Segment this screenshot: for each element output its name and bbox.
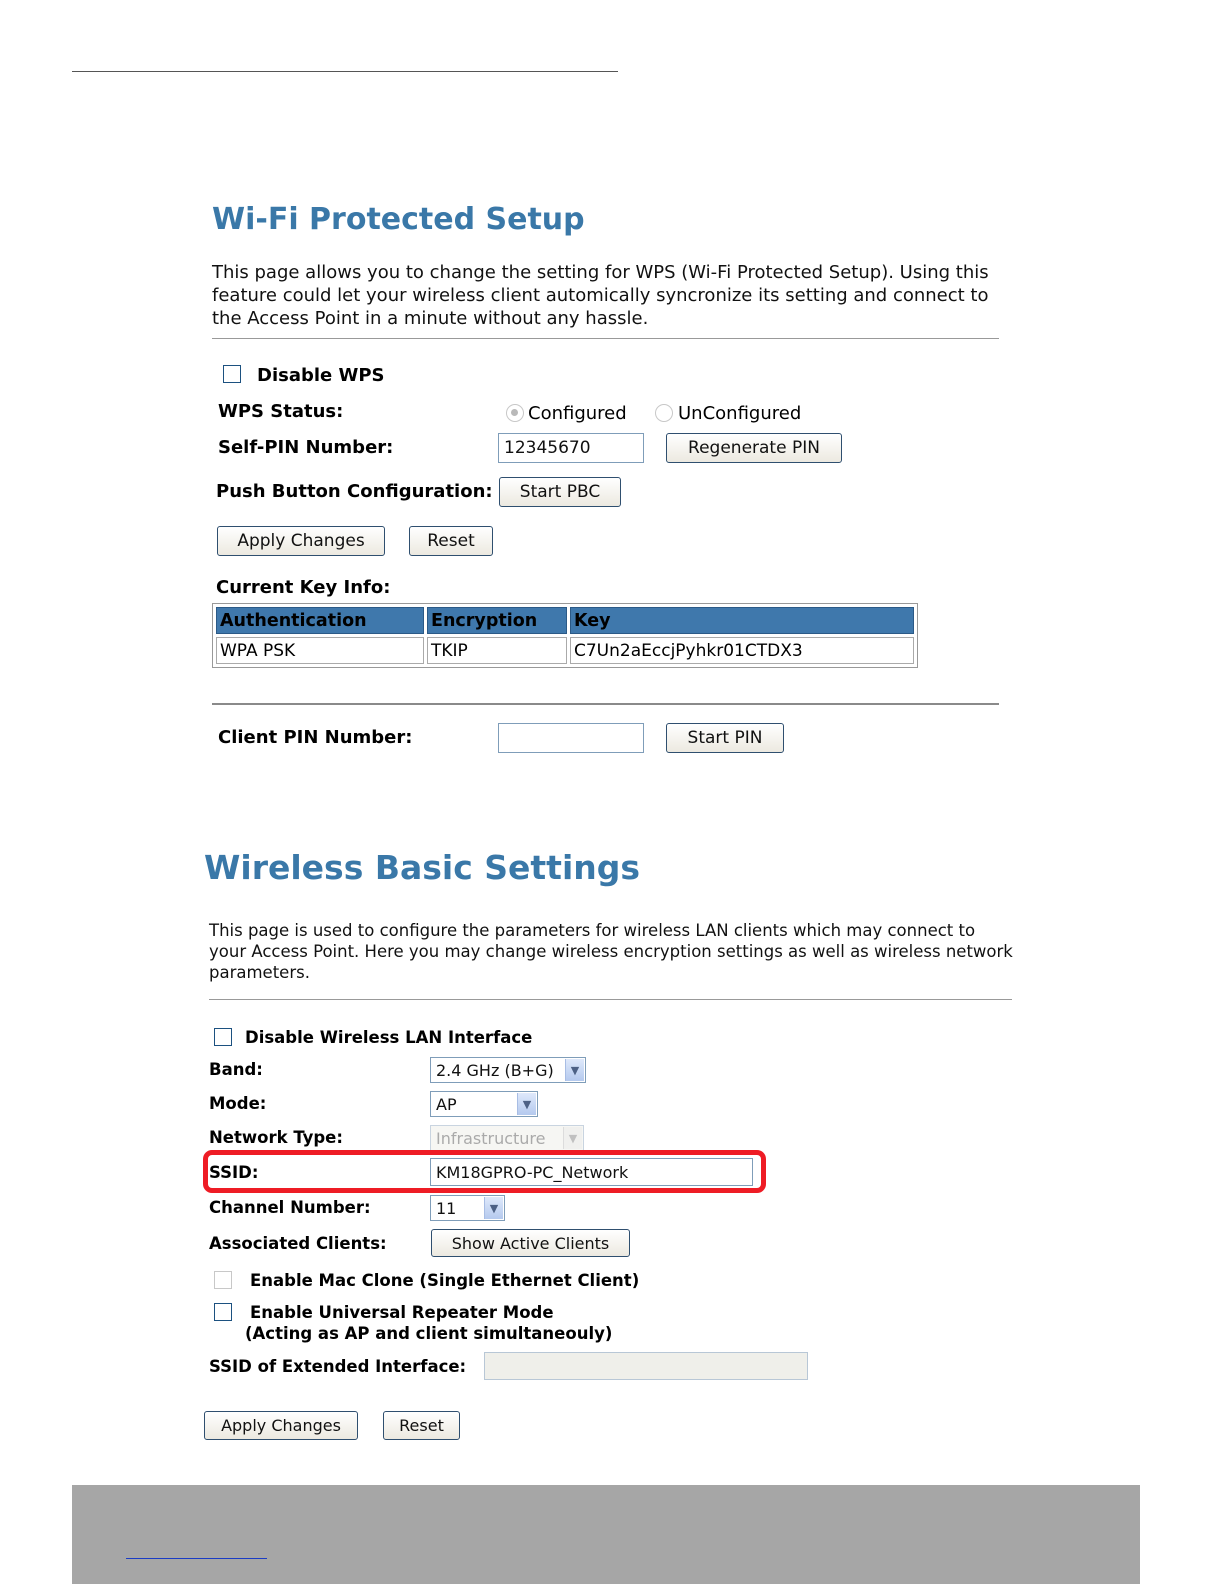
- start-pin-button[interactable]: Start PIN: [666, 723, 784, 753]
- start-pbc-button[interactable]: Start PBC: [499, 477, 621, 507]
- table-header-authentication: Authentication: [216, 607, 424, 634]
- channel-number-label: Channel Number:: [209, 1198, 371, 1217]
- footer-band: [72, 1485, 1140, 1584]
- band-select-value: 2.4 GHz (B+G): [436, 1060, 554, 1080]
- chevron-down-icon[interactable]: ▼: [565, 1059, 584, 1081]
- band-select[interactable]: [430, 1057, 586, 1083]
- wireless-page-title: Wireless Basic Settings: [204, 848, 641, 887]
- table-row: [216, 637, 914, 664]
- ssid-label: SSID:: [209, 1163, 259, 1182]
- current-key-info-label: Current Key Info:: [216, 577, 391, 598]
- universal-repeater-label: Enable Universal Repeater Mode: [250, 1303, 554, 1322]
- network-type-label: Network Type:: [209, 1128, 343, 1147]
- chevron-down-icon[interactable]: ▼: [517, 1093, 536, 1115]
- table-header-encryption: Encryption: [427, 607, 567, 634]
- band-label: Band:: [209, 1060, 263, 1079]
- key-info-table: [212, 603, 918, 668]
- channel-select[interactable]: [430, 1195, 505, 1221]
- self-pin-label: Self-PIN Number:: [218, 437, 394, 458]
- wps-status-configured-radio[interactable]: [506, 404, 524, 422]
- mode-select[interactable]: [430, 1091, 538, 1117]
- ssid-field[interactable]: KM18GPRO-PC_Network: [430, 1158, 753, 1186]
- wireless-divider: [209, 999, 1012, 1000]
- wps-status-label: WPS Status:: [218, 401, 344, 422]
- mode-label: Mode:: [209, 1094, 267, 1113]
- network-type-select: [430, 1125, 584, 1151]
- regenerate-pin-button[interactable]: Regenerate PIN: [666, 433, 842, 463]
- universal-repeater-sublabel: (Acting as AP and client simultaneouly): [245, 1324, 613, 1343]
- footer-link-underline: [126, 1558, 267, 1559]
- network-type-select-value: Infrastructure: [436, 1128, 546, 1148]
- pbc-label: Push Button Configuration:: [216, 481, 493, 502]
- ssid-extended-field: [484, 1352, 808, 1380]
- wireless-reset-button[interactable]: Reset: [383, 1411, 460, 1440]
- mac-clone-label: Enable Mac Clone (Single Ethernet Client): [250, 1271, 640, 1290]
- chevron-down-icon[interactable]: ▼: [484, 1197, 503, 1219]
- header-rule: [72, 71, 618, 72]
- ssid-extended-label: SSID of Extended Interface:: [209, 1357, 467, 1376]
- wireless-apply-changes-button[interactable]: Apply Changes: [204, 1411, 358, 1440]
- wps-status-unconfigured-radio[interactable]: [655, 404, 673, 422]
- table-header-key: Key: [570, 607, 914, 634]
- client-pin-label: Client PIN Number:: [218, 727, 413, 748]
- mode-select-value: AP: [436, 1094, 457, 1114]
- table-cell-key: C7Un2aEccjPyhkr01CTDX3: [570, 637, 914, 664]
- show-active-clients-button[interactable]: Show Active Clients: [431, 1229, 630, 1257]
- channel-select-value: 11: [436, 1198, 457, 1218]
- disable-wps-checkbox[interactable]: [223, 365, 241, 383]
- universal-repeater-checkbox[interactable]: [214, 1303, 232, 1321]
- self-pin-field[interactable]: 12345670: [498, 433, 644, 463]
- wps-status-unconfigured-label: UnConfigured: [678, 403, 802, 424]
- wireless-description: This page is used to configure the parameters for wireless LAN clients which may connect to your Access Point. Here you may change wireless encryption settings as well as wireless network parameters.: [209, 921, 1013, 982]
- table-cell-authentication: WPA PSK: [216, 637, 424, 664]
- wps-description: This page allows you to change the setting for WPS (Wi-Fi Protected Setup). Using this feature could let your wireless client automically syncronize its setting and connect to the Access Point in a minute without any hassle.: [212, 262, 989, 329]
- disable-wlan-label: Disable Wireless LAN Interface: [245, 1028, 533, 1047]
- client-pin-divider: [212, 703, 999, 705]
- wps-status-configured-label: Configured: [528, 403, 627, 424]
- mac-clone-checkbox: [214, 1271, 232, 1289]
- client-pin-field[interactable]: [498, 723, 644, 753]
- wps-reset-button[interactable]: Reset: [409, 526, 493, 556]
- table-cell-encryption: TKIP: [427, 637, 567, 664]
- wps-apply-changes-button[interactable]: Apply Changes: [217, 526, 385, 556]
- chevron-down-icon: ▼: [563, 1127, 582, 1149]
- associated-clients-label: Associated Clients:: [209, 1234, 387, 1253]
- disable-wps-label: Disable WPS: [257, 365, 385, 386]
- key-table-header-row: [216, 607, 914, 634]
- ssid-highlight-box: [203, 1150, 766, 1193]
- wps-page-title: Wi-Fi Protected Setup: [212, 202, 585, 237]
- disable-wlan-checkbox[interactable]: [214, 1028, 232, 1046]
- wps-divider: [212, 338, 999, 339]
